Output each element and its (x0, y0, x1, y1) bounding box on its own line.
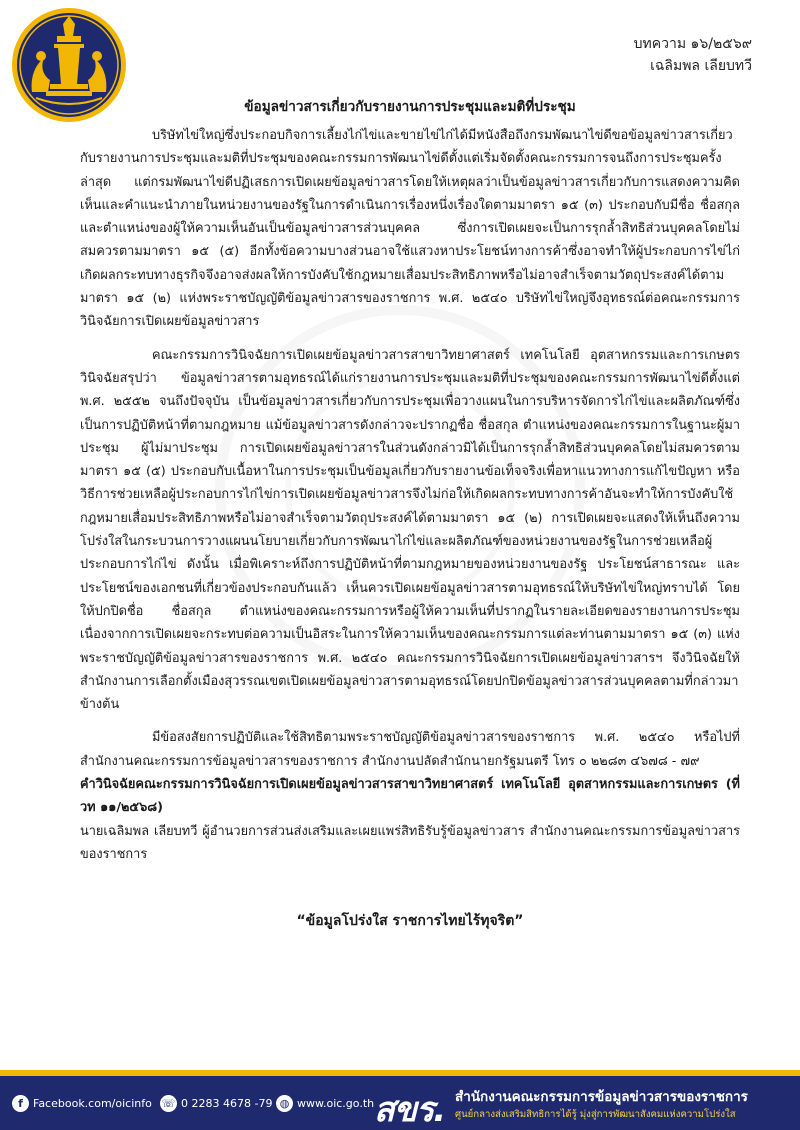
article-header (634, 33, 752, 77)
article-body (80, 96, 740, 934)
phone-number: 0 2283 4678 -79 (181, 1097, 273, 1110)
phone-icon: ☏ (161, 1097, 176, 1110)
website-link[interactable]: www.oic.go.th (297, 1097, 375, 1110)
ruling-reference: คำวินิจฉัยคณะกรรมการวินิจฉัยการเปิดเผยข้อมูลข่าวสารสาขาวิทยาศาสตร์ เทคโนโลยี อุตสาหกรรมและการเกษตร (ที่ วท ๑๑/๒๕๖๘) (80, 777, 740, 816)
article-author: เฉลิมพล เลียบทวี (650, 58, 752, 74)
slogan: “ข้อมูลโปร่งใส ราชการไทยไร้ทุจริต” (296, 913, 524, 930)
footer-website[interactable] (276, 1095, 374, 1112)
agency-name: สำนักงานคณะกรรมการข้อมูลข่าวสารของราชการ (455, 1089, 748, 1105)
paragraph-ruling: คณะกรรมการวินิจฉัยการเปิดเผยข้อมูลข่าวสารสาขาวิทยาศาสตร์ เทคโนโลยี อุตสาหกรรมและการเกษตรวินิจฉัยสรุปว่า ข้อมูลข่าวสารตามอุทธรณ์ได้แก่รายงานการประชุมและมติที่ประชุมของคณะกรรมการพัฒนาไข่ดีตั้งแต่ พ.ศ. ๒๕๕๒ จนถึงปัจจุบัน เป็นข้อมูลข่าวสารเกี่ยวกับการประชุมเพื่อวางแผนในการบริหารจัดการไก่ไข่และผลิตภัณฑ์ซึ่งเป็นการปฏิบัติหน้าที่ตามกฎหมาย แม้ข้อมูลข่าวสารดังกล่าวจะปรากฏชื่อ ชื่อสกุล ตำแหน่งของคณะกรรมการในฐานะผู้มาประชุม ผู้ไม่มาประชุม การเปิดเผยข้อมูลข่าวสารในส่วนดังกล่าวมิได้เป็นการรุกล้ำสิทธิส่วนบุคคลโดยไม่สมควรตามมาตรา ๑๕ (๕) ประกอบกับเนื้อหาในการประชุมเป็นข้อมูลเกี่ยวกับรายงานข้อเท็จจริงเพื่อหาแนวทางการแก้ไขปัญหา หรือวิธีการช่วยเหลือผู้ประกอบการไก่ไข่การเปิดเผยข้อมูลข่าวสารจึงไม่ก่อให้เกิดผลกระทบทางการค้าอันจะทำให้การบังคับใช้กฎหมายเสื่อมประสิทธิภาพหรือไม่อาจสำเร็จตามวัตถุประสงค์ได้ตามมาตรา ๑๕ (๒) การเปิดเผยจะแสดงให้เห็นถึงความโปร่งใสในกระบวนการวางแผนนโยบายเกี่ยวกับการพัฒนาไก่ไข่และผลิตภัณฑ์ของหน่วยงานของรัฐในการช่วยเหลือผู้ประกอบการไก่ไข่ ดังนั้น เมื่อพิเคราะห์ถึงการปฏิบัติหน้าที่ตามกฎหมายของหน่วยงานของรัฐ ประโยชน์สาธารณะ และประโยชน์ของเอกชนที่เกี่ยวข้องประกอบกันแล้ว เห็นควรเปิดเผยข้อมูลข่าวสารตามอุทธรณ์ให้บริษัทไข่ใหญ่ทราบได้ โดยให้ปกปิดชื่อ ชื่อสกุล ตำแหน่งของคณะกรรมการหรือผู้ให้ความเห็นที่ปรากฏในรายละเอียดของรายงานการประชุม เนื่องจากการเปิดเผยจะกระทบต่อความเป็นอิสระในการให้ความเห็นของคณะกรรมการแต่ละท่านตามมาตรา ๑๕ (๓) แห่งพระราชบัญญัติข้อมูลข่าวสารของราชการ พ.ศ. ๒๕๔๐ คณะกรรมการวินิจฉัยการเปิดเผยข้อมูลข่าวสารฯ จึงวินิจฉัยให้สำนักงานการเลือกตั้งเมืองสุวรรณเขตเปิดเผยข้อมูลข่าวสารตามอุทธรณ์โดยปกปิดข้อมูลข่าวสารส่วนบุคคลตามที่กล่าวมาข้างต้น (80, 347, 740, 713)
article-title: ข้อมูลข่าวสารเกี่ยวกับรายงานการประชุมและมติที่ประชุม (244, 99, 576, 115)
facebook-link[interactable]: Facebook.com/oicinfo (33, 1097, 152, 1110)
footer-bar (0, 1076, 800, 1130)
agency-tagline: ศูนย์กลางส่งเสริมสิทธิการได้รู้ มุ่งสู่การพัฒนาสังคมแห่งความโปร่งใส (455, 1109, 736, 1120)
footer-phone (160, 1095, 272, 1112)
facebook-icon: f (12, 1095, 29, 1112)
globe-icon: ◍ (276, 1095, 293, 1112)
paragraph-background: บริษัทไข่ใหญ่ซึ่งประกอบกิจการเลี้ยงไก่ไข่และขายไข่ไก่ได้มีหนังสือถึงกรมพัฒนาไข่ดีขอข้อมูลข่าวสารเกี่ยวกับรายงานการประชุมและมติที่ประชุมของคณะกรรมการพัฒนาไข่ดีตั้งแต่เริ่มจัดตั้งคณะกรรมการจนถึงการประชุมครั้งล่าสุด แต่กรมพัฒนาไข่ดีปฏิเสธการเปิดเผยข้อมูลข่าวสารโดยให้เหตุผลว่าเป็นข้อมูลข่าวสารเกี่ยวกับการแสดงความคิดเห็นและคำแนะนำภายในหน่วยงานของรัฐในการดำเนินการเรื่องหนึ่งเรื่องใดตามมาตรา ๑๕ (๓) ประกอบกับมีชื่อ ชื่อสกุล และตำแหน่งของผู้ให้ความเห็นอันเป็นข้อมูลข่าวสารส่วนบุคคล ซึ่งการเปิดเผยจะเป็นการรุกล้ำสิทธิส่วนบุคคลโดยไม่สมควรตามมาตรา ๑๕ (๕) อีกทั้งข้อความบางส่วนอาจใช้แสวงหาประโยชน์ทางการค้าซึ่งอาจทำให้ผู้ประกอบการไข่ไก่เกิดผลกระทบทางธุรกิจจึงอาจส่งผลให้การบังคับใช้กฎหมายเสื่อมประสิทธิภาพหรือไม่อาจสำเร็จตามวัตถุประสงค์ได้ตามมาตรา ๑๕ (๒) แห่งพระราชบัญญัติข้อมูลข่าวสารของราชการ พ.ศ. ๒๕๔๐ บริษัทไข่ใหญ่จึงอุทธรณ์ต่อคณะกรรมการวินิจฉัยการเปิดเผยข้อมูลข่าวสาร (80, 128, 740, 330)
article-number: บทความ ๑๖/๒๕๖๙ (633, 36, 752, 52)
footer-facebook[interactable] (12, 1095, 152, 1112)
author-line: นายเฉลิมพล เลียบทวี ผู้อำนวยการส่วนส่งเสริมและเผยแพร่สิทธิรับรู้ข้อมูลข่าวสาร สำนักงานคณะกรรมการข้อมูลข่าวสารของราชการ (80, 823, 740, 862)
brand-logo-text: สขร. (374, 1090, 446, 1130)
paragraph-contact: มีข้อสงสัยการปฏิบัติและใช้สิทธิตามพระราชบัญญัติข้อมูลข่าวสารของราชการ พ.ศ. ๒๕๔๐ หรือไปที่สำนักงานคณะกรรมการข้อมูลข่าวสารของราชการ สำนักงานปลัดสำนักนายกรัฐมนตรี โทร ๐ ๒๒๘๓ ๔๖๗๘ - ๗๙ (80, 730, 740, 769)
